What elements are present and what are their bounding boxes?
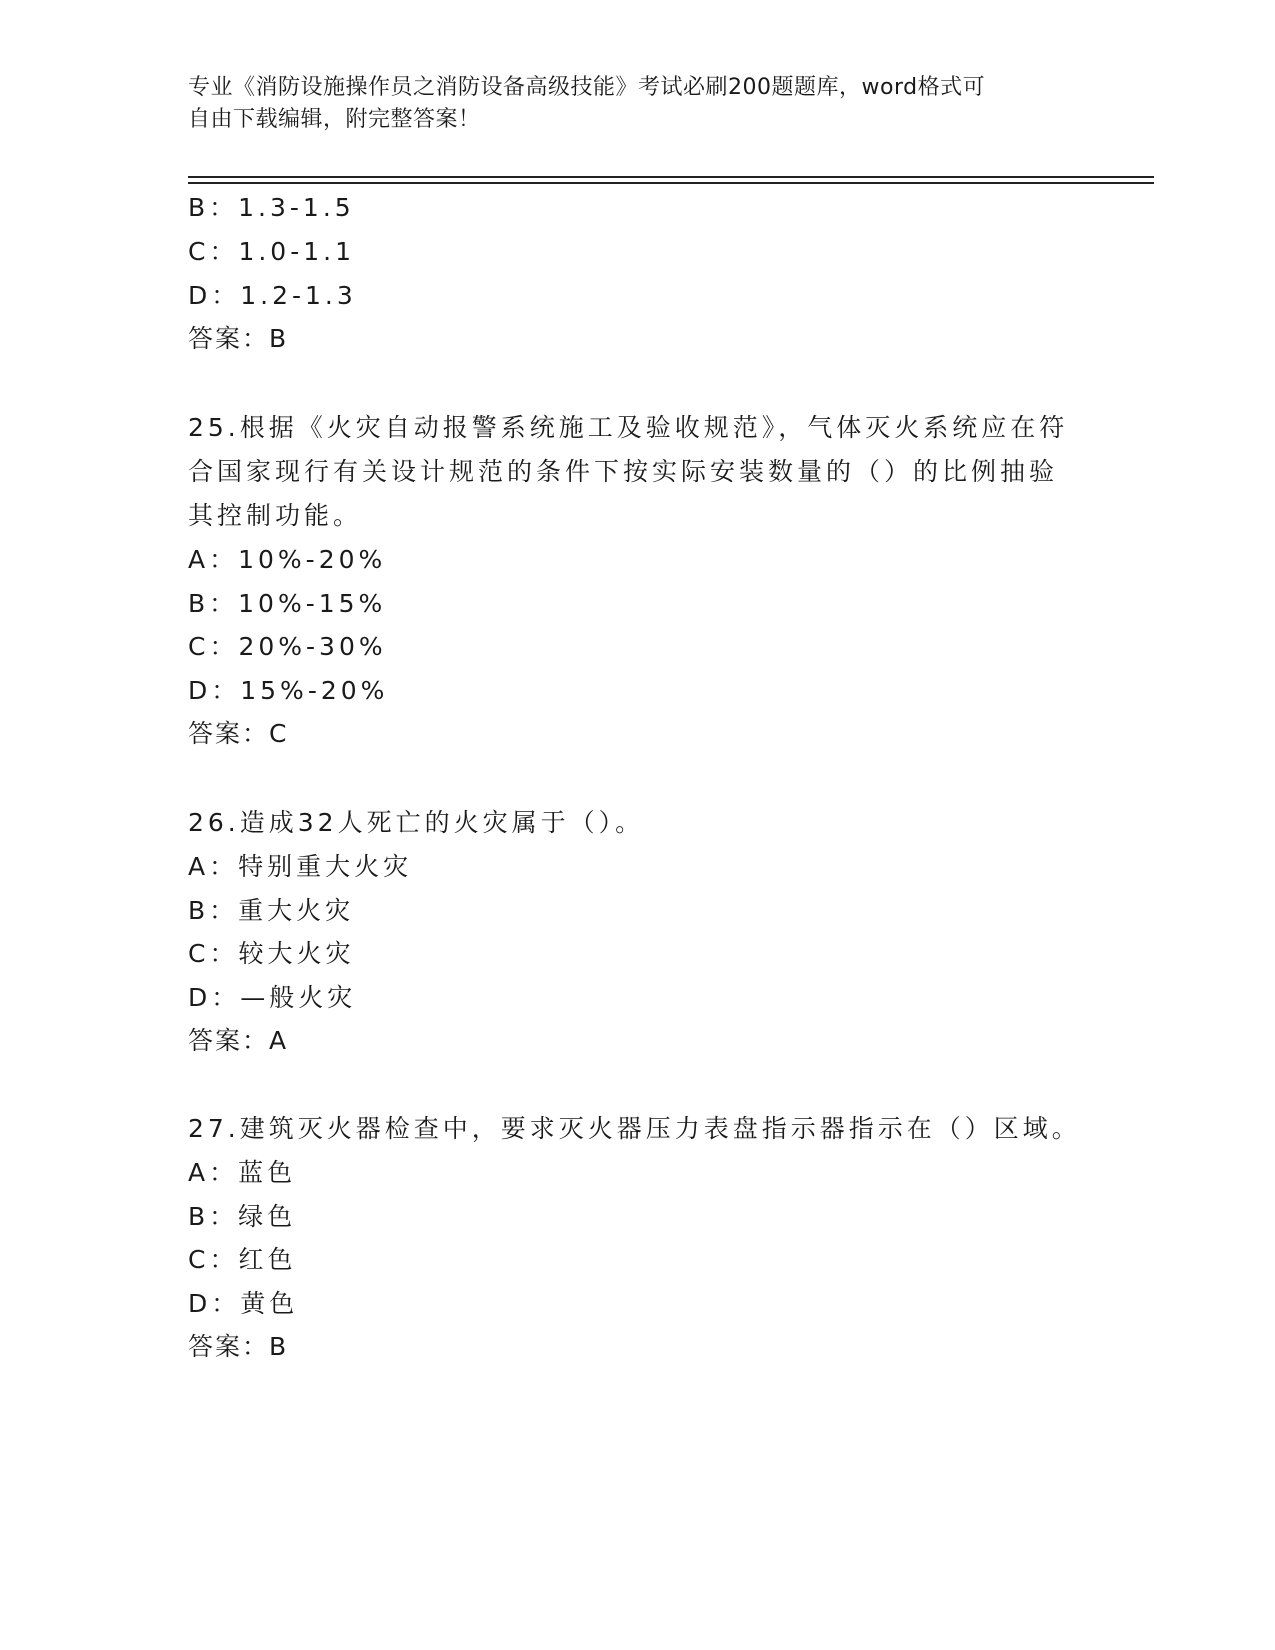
- prev-answer: 答案：B: [188, 324, 289, 353]
- header-divider-bottom: [188, 182, 1154, 184]
- q25-stem-line-3: 其控制功能。: [188, 501, 363, 530]
- q25-option-d: D：15%-20%: [188, 676, 389, 705]
- q27-option-d: D：黄色: [188, 1289, 299, 1318]
- page-header: [188, 72, 1088, 136]
- q26-option-b: B：重大火灾: [188, 896, 355, 925]
- header-line-1: 专业《消防设施操作员之消防设备高级技能》考试必刷200题题库，word格式可: [188, 75, 986, 100]
- q26-answer: 答案：A: [188, 1026, 289, 1055]
- q26-option-d: D：—般火灾: [188, 983, 357, 1012]
- q25-option-b: B：10%-15%: [188, 589, 387, 618]
- q27-stem-line-1: 27.建筑灭火器检查中，要求灭火器压力表盘指示器指示在（）区域。: [188, 1114, 1081, 1143]
- prev-option-c: C：1.0-1.1: [188, 237, 355, 266]
- q27-answer: 答案：B: [188, 1332, 289, 1361]
- q25-option-a: A：10%-20%: [188, 545, 387, 574]
- q26-option-a: A：特别重大火灾: [188, 852, 413, 881]
- q27-option-a: A：蓝色: [188, 1158, 297, 1187]
- q25-stem-line-1: 25.根据《火灾自动报警系统施工及验收规范》，气体灭火系统应在符: [188, 413, 1069, 442]
- header-divider-top: [188, 176, 1154, 178]
- prev-option-b: B：1.3-1.5: [188, 193, 355, 222]
- q26-stem-line-1: 26.造成32人死亡的火灾属于（）。: [188, 808, 645, 837]
- prev-option-d: D：1.2-1.3: [188, 281, 357, 310]
- q27-option-b: B：绿色: [188, 1202, 297, 1231]
- q25-stem-line-2: 合国家现行有关设计规范的条件下按实际安装数量的（）的比例抽验: [188, 457, 1059, 486]
- q26-option-c: C：较大火灾: [188, 939, 355, 968]
- q25-answer: 答案：C: [188, 719, 289, 748]
- header-line-2: 自由下载编辑，附完整答案！: [188, 107, 481, 132]
- q25-option-c: C：20%-30%: [188, 632, 387, 661]
- q27-option-c: C：红色: [188, 1245, 297, 1274]
